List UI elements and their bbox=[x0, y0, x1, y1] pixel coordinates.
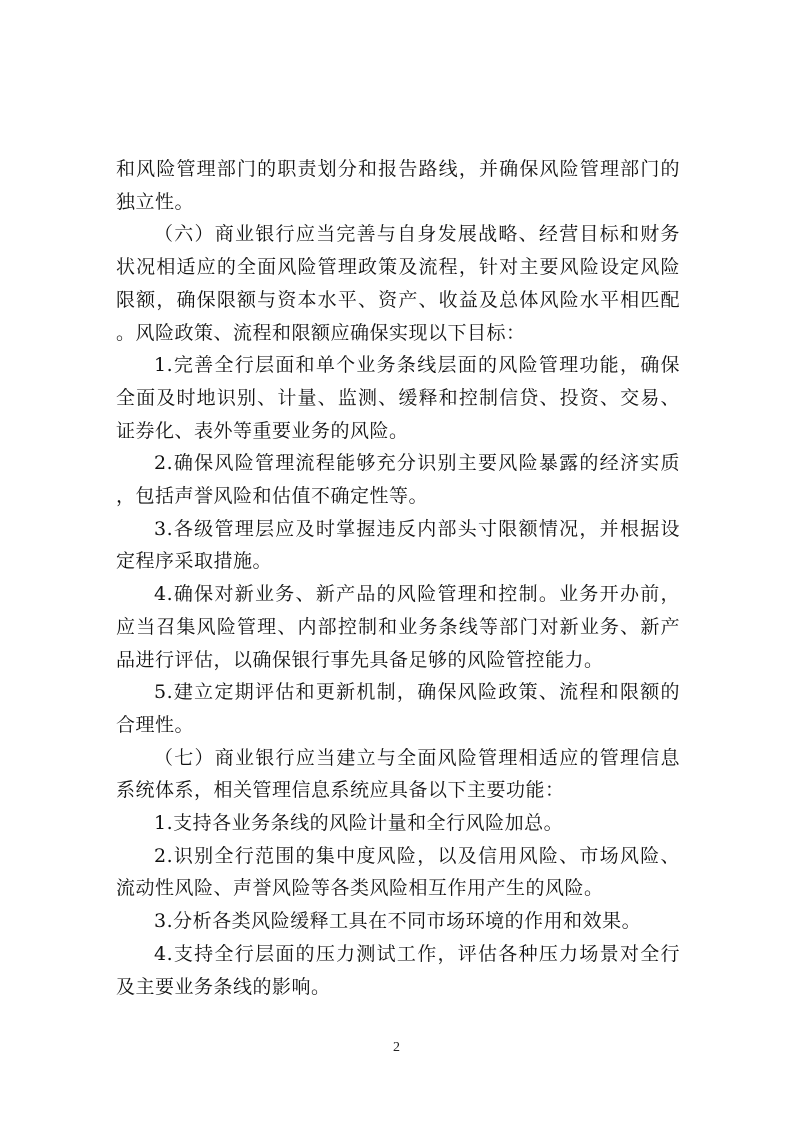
paragraph-function-4: 4.支持全行层面的压力测试工作，评估各种压力场景对全行及主要业务条线的影响。 bbox=[116, 942, 680, 998]
paragraph-function-1: 1.支持各业务条线的风险计量和全行风险加总。 bbox=[154, 812, 564, 835]
paragraph-item-5: 5.建立定期评估和更新机制，确保风险政策、流程和限额的合理性。 bbox=[116, 681, 680, 736]
paragraph-section-7: （七）商业银行应当建立与全面风险管理相适应的管理信息系统体系，相关管理信息系统应具备以下主要功能： bbox=[116, 746, 680, 802]
paragraph-continuation: 和风险管理部门的职责划分和报告路线，并确保风险管理部门的独立性。 bbox=[116, 158, 680, 213]
paragraph-section-6: （六）商业银行应当完善与自身发展战略、经营目标和财务状况相适应的全面风险管理政策及流程，针对主要风险设定风险限额，确保限额与资本水平、资产、收益及总体风险水平相匹配。风险政策、流程和限额应确保实现以下目标： bbox=[116, 223, 680, 344]
paragraph-item-2: 2.确保风险管理流程能够充分识别主要风险暴露的经济实质，包括声誉风险和估值不确定性等。 bbox=[116, 452, 680, 508]
paragraph-function-2: 2.识别全行范围的集中度风险，以及信用风险、市场风险、流动性风险、声誉风险等各类风险相互作用产生的风险。 bbox=[116, 844, 680, 900]
paragraph-item-4: 4.确保对新业务、新产品的风险管理和控制。业务开办前，应当召集风险管理、内部控制和业务条线等部门对新业务、新产品进行评估，以确保银行事先具备足够的风险管控能力。 bbox=[116, 583, 680, 671]
paragraph-item-1: 1.完善全行层面和单个业务条线层面的风险管理功能，确保全面及时地识别、计量、监测、缓释和控制信贷、投资、交易、证券化、表外等重要业务的风险。 bbox=[116, 354, 680, 442]
body-text bbox=[116, 153, 680, 1003]
paragraph-item-3: 3.各级管理层应及时掌握违反内部头寸限额情况，并根据设定程序采取措施。 bbox=[116, 517, 680, 573]
paragraph-function-3: 3.分析各类风险缓释工具在不同市场环境的作用和效果。 bbox=[154, 910, 642, 933]
page-number: 2 bbox=[393, 1040, 400, 1055]
